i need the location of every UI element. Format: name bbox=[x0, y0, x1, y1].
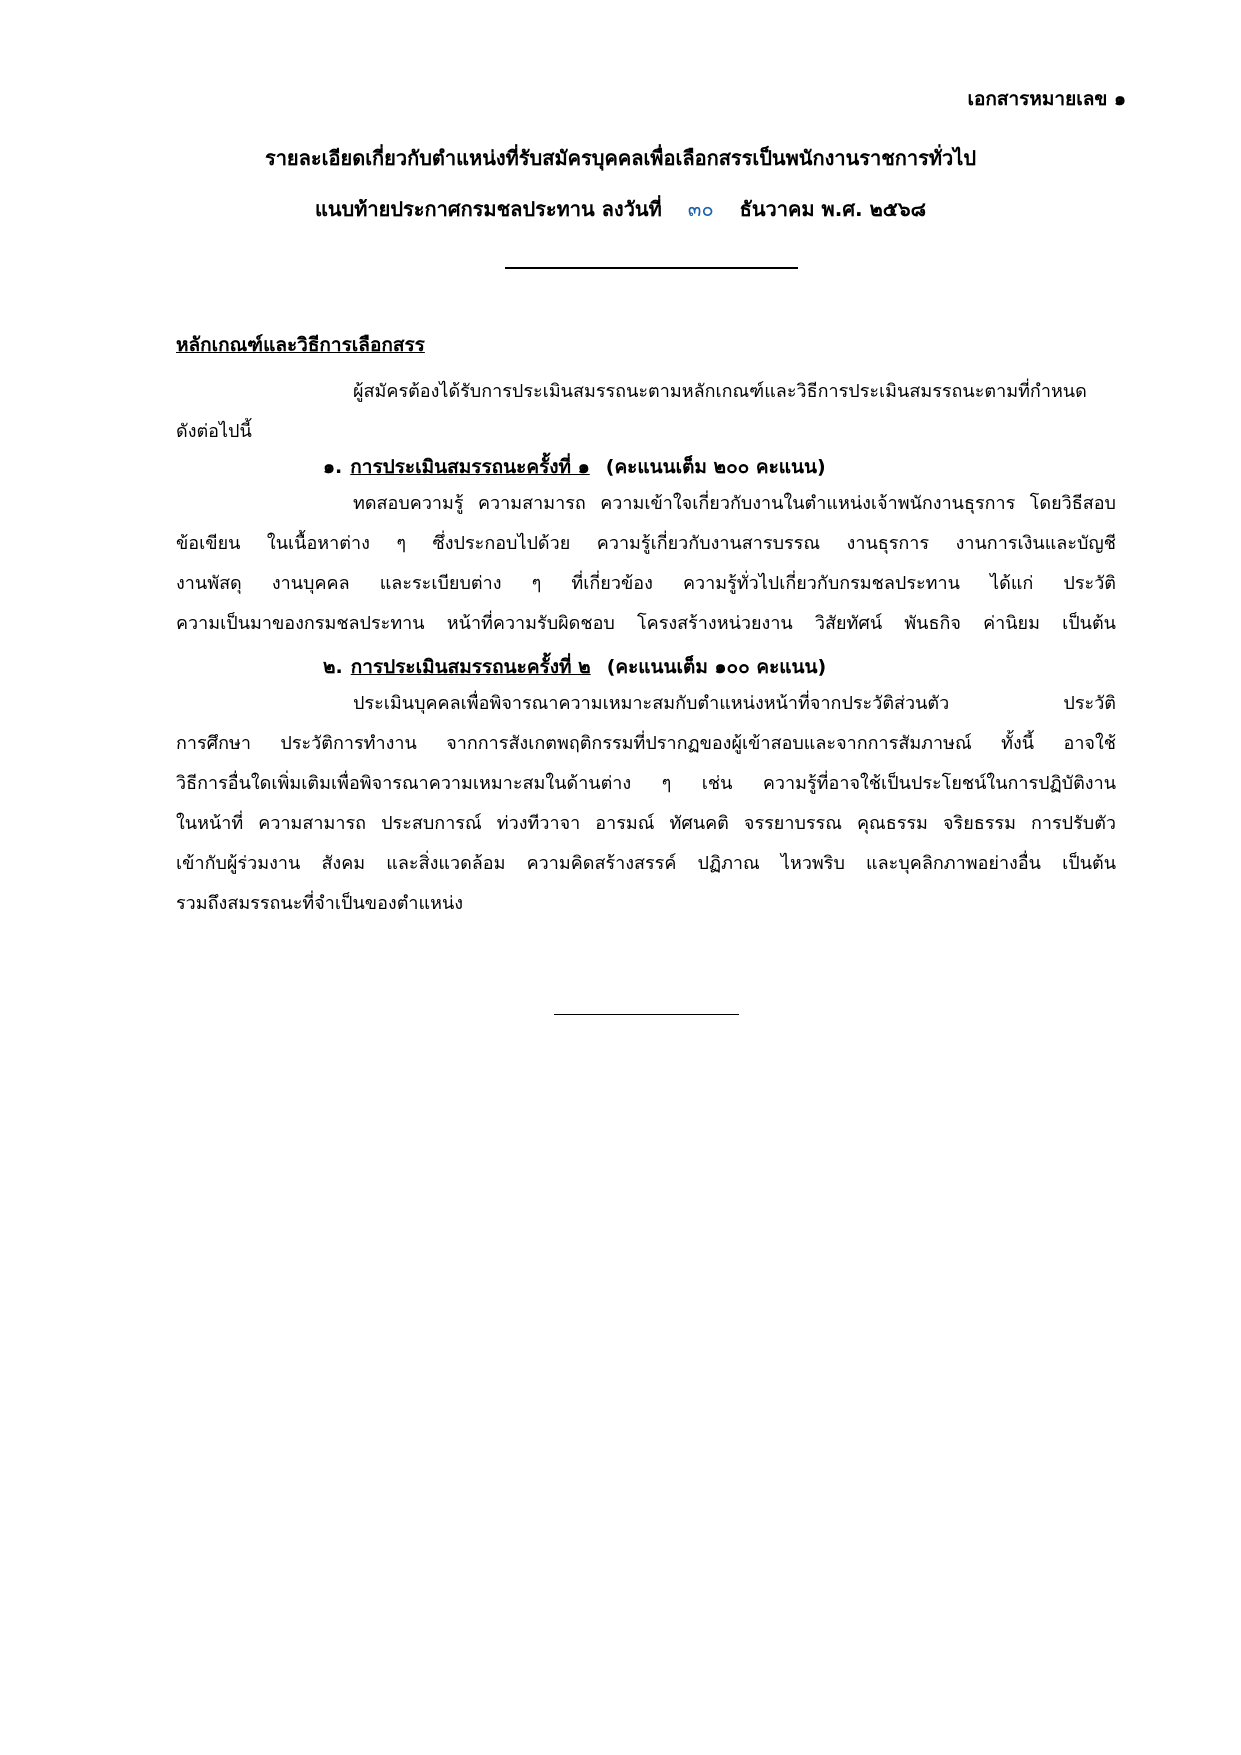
item-2-line: ในหน้าที่ ความสามารถ ประสบการณ์ ท่วงทีวาจา อารมณ์ ทัศนคติ จรรยาบรรณ คุณธรรม จริยธรรม การปรับตัว bbox=[176, 813, 1116, 834]
item-1-line: งานพัสดุ งานบุคคล และระเบียบต่าง ๆ ที่เกี่ยวข้อง ความรู้ทั่วไปเกี่ยวกับกรมชลประทาน ได้แก่ ประวัติ bbox=[176, 573, 1116, 594]
intro-line: ดังต่อไปนี้ bbox=[176, 421, 252, 442]
subtitle-prefix: แนบท้ายประกาศกรมชลประทาน ลงวันที่ bbox=[314, 197, 662, 221]
document-number: เอกสารหมายเลข ๑ bbox=[967, 88, 1126, 110]
item-2-line: วิธีการอื่นใดเพิ่มเติมเพื่อพิจารณาความเหมาะสมในด้านต่าง ๆ เช่น ความรู้ที่อาจใช้เป็นประโยชน์ในการปฏิบัติงาน bbox=[176, 773, 1116, 794]
item-1-line: ความเป็นมาของกรมชลประทาน หน้าที่ความรับผิดชอบ โครงสร้างหน่วยงาน วิสัยทัศน์ พันธกิจ ค่านิยม เป็นต้น bbox=[176, 613, 1116, 634]
section-heading: หลักเกณฑ์และวิธีการเลือกสรร bbox=[176, 334, 425, 356]
item-1-heading bbox=[323, 452, 826, 482]
subtitle-suffix: ธันวาคม พ.ศ. ๒๕๖๘ bbox=[739, 197, 927, 221]
intro-line: ผู้สมัครต้องได้รับการประเมินสมรรถนะตามหลักเกณฑ์และวิธีการประเมินสมรรถนะตามที่กำหนด bbox=[353, 381, 1087, 402]
document-subtitle bbox=[0, 193, 1241, 225]
item-2-score: (คะแนนเต็ม ๑๐๐ คะแนน) bbox=[606, 656, 827, 678]
end-divider bbox=[554, 1014, 739, 1015]
item-2-label: การประเมินสมรรถนะครั้งที่ ๒ bbox=[350, 656, 591, 678]
item-2-line: เข้ากับผู้ร่วมงาน สังคม และสิ่งแวดล้อม ความคิดสร้างสรรค์ ปฏิภาณ ไหวพริบ และบุคลิกภาพอย่างอื่น เป็นต้น bbox=[176, 853, 1116, 874]
item-2-line: การศึกษา ประวัติการทำงาน จากการสังเกตพฤติกรรมที่ปรากฏของผู้เข้าสอบและจากการสัมภาษณ์ ทั้งนี้ อาจใช้ bbox=[176, 733, 1116, 754]
item-1-line: ข้อเขียน ในเนื้อหาต่าง ๆ ซึ่งประกอบไปด้วย ความรู้เกี่ยวกับงานสารบรรณ งานธุรการ งานการเงินและบัญชี bbox=[176, 533, 1116, 554]
item-1-label: การประเมินสมรรถนะครั้งที่ ๑ bbox=[350, 456, 590, 478]
item-2-number: ๒. bbox=[323, 656, 343, 678]
title-divider bbox=[505, 267, 798, 269]
subtitle-day: ๓๐ bbox=[687, 197, 714, 221]
item-1-score: (คะแนนเต็ม ๒๐๐ คะแนน) bbox=[605, 456, 826, 478]
item-1-number: ๑. bbox=[323, 456, 343, 478]
item-1-line: ทดสอบความรู้ ความสามารถ ความเข้าใจเกี่ยวกับงานในตำแหน่งเจ้าพนักงานธุรการ โดยวิธีสอบ bbox=[353, 493, 1116, 514]
document-title: รายละเอียดเกี่ยวกับตำแหน่งที่รับสมัครบุคคลเพื่อเลือกสรรเป็นพนักงานราชการทั่วไป bbox=[264, 146, 977, 170]
item-2-heading bbox=[323, 652, 826, 682]
item-2-line: รวมถึงสมรรถนะที่จำเป็นของตำแหน่ง bbox=[176, 893, 464, 914]
item-2-line: ประเมินบุคคลเพื่อพิจารณาความเหมาะสมกับตำแหน่งหน้าที่จากประวัติส่วนตัว ประวัติ bbox=[353, 693, 1116, 714]
